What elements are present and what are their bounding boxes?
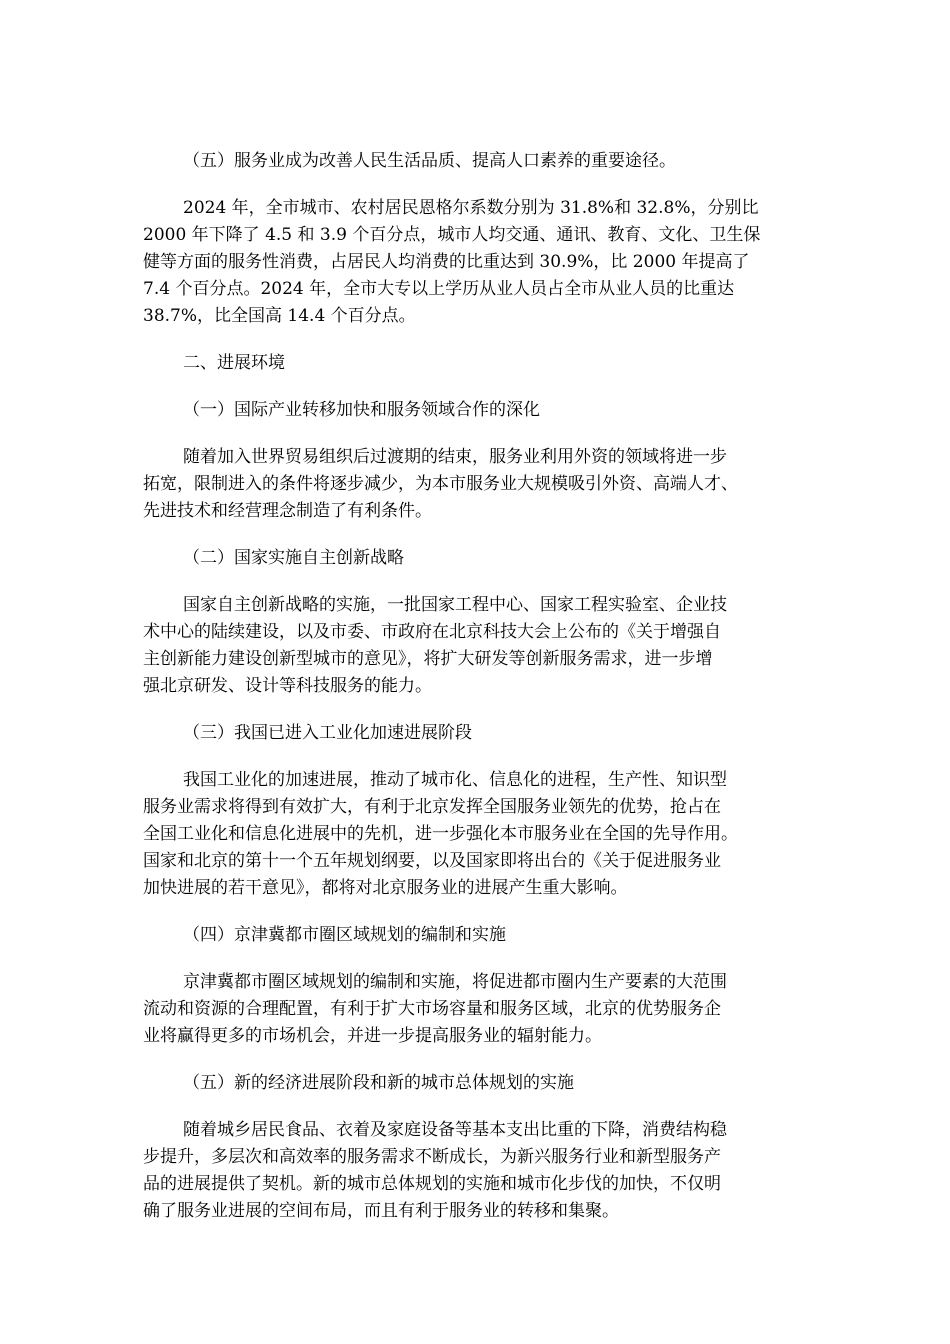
paragraph-innovation	[143, 592, 808, 700]
paragraph-line: 确了服务业进展的空间布局，而且有利于服务业的转移和集聚。	[143, 1201, 619, 1221]
paragraph-line: 2024 年，全市城市、农村居民恩格尔系数分别为 31.8%和 32.8%，分别比	[183, 198, 759, 218]
paragraph-line: 强北京研发、设计等科技服务的能力。	[143, 676, 432, 696]
paragraph-line: 拓宽，限制进入的条件将逐步减少，为本市服务业大规模吸引外资、高端人才、	[143, 474, 738, 494]
paragraph-line: 国家和北京的第十一个五年规划纲要，以及国家即将出台的《关于促进服务业	[143, 851, 721, 871]
heading-industrialization: （三）我国已进入工业化加速进展阶段	[183, 723, 472, 743]
paragraph-line: 业将赢得更多的市场机会，并进一步提高服务业的辐射能力。	[143, 1026, 602, 1046]
paragraph-line: 国家自主创新战略的实施，一批国家工程中心、国家工程实验室、企业技	[183, 595, 727, 615]
heading-services-quality: （五）服务业成为改善人民生活品质、提高人口素养的重要途径。	[183, 151, 676, 171]
heading-international-transfer: （一）国际产业转移加快和服务领域合作的深化	[183, 400, 540, 420]
paragraph-line: 京津冀都市圈区域规划的编制和实施，将促进都市圈内生产要素的大范围	[183, 972, 727, 992]
paragraph-engel-coefficient	[143, 195, 808, 330]
heading-jingjinji: （四）京津冀都市圈区域规划的编制和实施	[183, 925, 506, 945]
paragraph-jingjinji	[143, 969, 808, 1050]
paragraph-line: 服务业需求将得到有效扩大，有利于北京发挥全国服务业领先的优势，抢占在	[143, 797, 721, 817]
heading-new-stage: （五）新的经济进展阶段和新的城市总体规划的实施	[183, 1073, 574, 1093]
heading-innovation-strategy: （二）国家实施自主创新战略	[183, 548, 404, 568]
paragraph-line: 2000 年下降了 4.5 和 3.9 个百分点，城市人均交通、通讯、教育、文化、卫生保	[143, 225, 761, 245]
paragraph-wto	[143, 444, 808, 525]
paragraph-line: 我国工业化的加速进展，推动了城市化、信息化的进程，生产性、知识型	[183, 770, 727, 790]
paragraph-line: 健等方面的服务性消费，占居民人均消费的比重达到 30.9%，比 2000 年提高了	[143, 252, 750, 272]
document-page	[143, 148, 808, 1245]
paragraph-line: 加快进展的若干意见》，都将对北京服务业的进展产生重大影响。	[143, 878, 628, 898]
paragraph-new-stage	[143, 1117, 808, 1225]
section-title-environment: 二、进展环境	[183, 353, 285, 373]
paragraph-line: 术中心的陆续建设，以及市委、市政府在北京科技大会上公布的《关于增强自	[143, 622, 721, 642]
paragraph-line: 步提升，多层次和高效率的服务需求不断成长，为新兴服务行业和新型服务产	[143, 1147, 721, 1167]
paragraph-line: 随着城乡居民食品、衣着及家庭设备等基本支出比重的下降，消费结构稳	[183, 1120, 727, 1140]
paragraph-line: 随着加入世界贸易组织后过渡期的结束，服务业利用外资的领域将进一步	[183, 447, 727, 467]
paragraph-line: 先进技术和经营理念制造了有利条件。	[143, 501, 432, 521]
paragraph-line: 38.7%，比全国高 14.4 个百分点。	[143, 306, 416, 326]
paragraph-line: 7.4 个百分点。2024 年，全市大专以上学历从业人员占全市从业人员的比重达	[143, 279, 735, 299]
paragraph-line: 主创新能力建设创新型城市的意见》，将扩大研发等创新服务需求，进一步增	[143, 649, 713, 669]
paragraph-industrialization	[143, 767, 808, 902]
paragraph-line: 品的进展提供了契机。新的城市总体规划的实施和城市化步伐的加快，不仅明	[143, 1174, 721, 1194]
paragraph-line: 全国工业化和信息化进展中的先机，进一步强化本市服务业在全国的先导作用。	[143, 824, 738, 844]
paragraph-line: 流动和资源的合理配置，有利于扩大市场容量和服务区域，北京的优势服务企	[143, 999, 721, 1019]
